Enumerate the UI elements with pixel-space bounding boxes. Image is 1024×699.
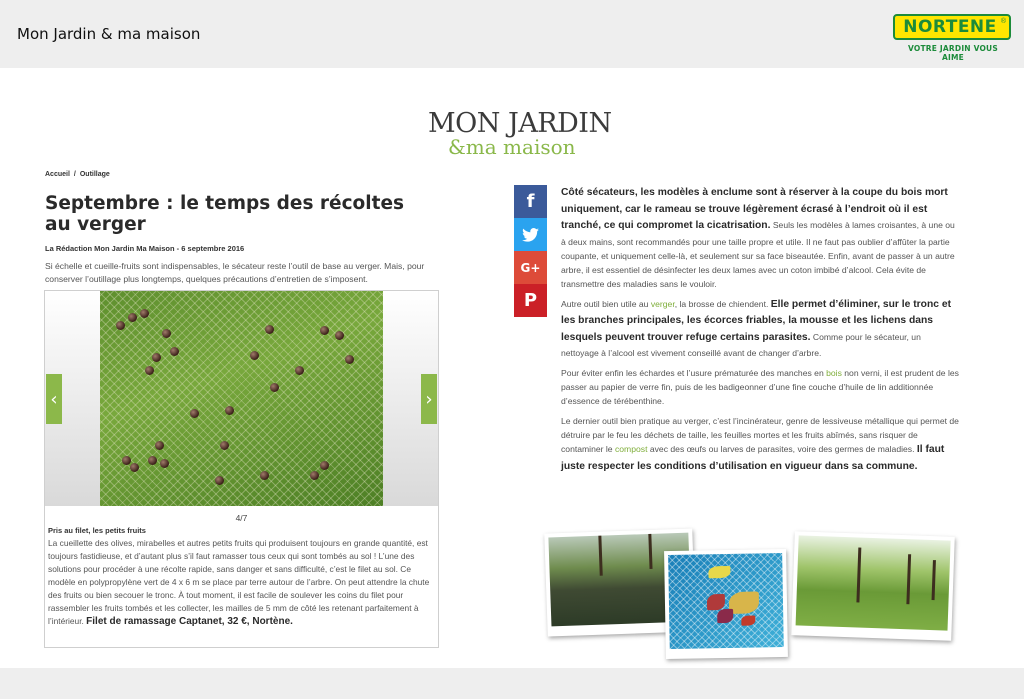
magazine-logo-line1: MON JARDIN (428, 108, 612, 139)
body-paragraph (561, 185, 959, 291)
slide-photo-fruit-net (100, 291, 383, 506)
registered-mark: ® (1000, 18, 1006, 25)
body-p2-b: , la brosse de chiendent. (674, 298, 771, 309)
chevron-left-icon: ‹ (50, 388, 58, 410)
slider-prev-button[interactable] (46, 374, 62, 424)
slide-caption-highlight: Filet de ramassage Captanet, 32 €, Nortène. (86, 616, 293, 627)
photo-leaves-on-net (664, 549, 788, 659)
body-paragraph (561, 414, 959, 475)
magazine-logo (428, 108, 628, 160)
nortene-logo (893, 14, 1011, 62)
bottom-bar (0, 668, 1024, 699)
body-p1-text: Seuls les modèles à lames croisantes, à une ou à deux mains, sont recommandés pour une taille propre et utile. Il ne faut pas oublier d’affûter la partie coupante, et uniquement celle-là, et seulement sur sa face biseautée. Enfin, avant de passer à un autre arbre, il est essentiel de désinfecter les deux lames avec un coton imbibé d’alcool. Cela évite de transmettre des maladies sans le vouloir. (561, 220, 955, 289)
nortene-tagline: VOTRE JARDIN VOUS AIME (908, 44, 998, 62)
googleplus-share-button[interactable] (514, 251, 547, 284)
body-p4-a: Le dernier outil bien pratique au verger, c’est l’incinérateur, genre de lessiveuse métallique qui permet de détruire par le feu les déchets de taille, les feuilles mortes et les fruits abîmés, sans risquer de contaminer le (561, 416, 959, 454)
slide-caption (48, 537, 434, 628)
slide-caption-title: Pris au filet, les petits fruits (48, 526, 146, 535)
facebook-icon: f (526, 191, 535, 212)
googleplus-icon: G+ (520, 260, 541, 275)
body-p2-a: Autre outil bien utile au (561, 298, 651, 309)
slider-next-button[interactable] (421, 374, 437, 424)
nortene-wordmark: NORTENE (903, 17, 997, 37)
link-bois[interactable]: bois (826, 368, 842, 378)
image-slider (44, 290, 439, 648)
facebook-share-button[interactable] (514, 185, 547, 218)
article-title: Septembre : le temps des récoltes au verger (45, 193, 404, 235)
body-p3-b: non verni, il est prudent de les passer au papier de verre fin, puis de les badigeonner d’une fine couche d’huile de lin additionnée d’essence de térébenthine. (561, 368, 959, 406)
nortene-logo-box (893, 14, 1011, 40)
link-verger[interactable]: verger (650, 298, 675, 309)
breadcrumb-home[interactable]: Accueil (45, 171, 70, 178)
share-bar (514, 185, 547, 317)
body-p4-b: avec des œufs ou larves de parasites, voire des germes de maladies. (647, 444, 917, 454)
body-p2-bold: Elle permet d’éliminer, sur le tronc et les branches principales, les écorces friables, la mousse et les lichens dans lesquels peuvent trouver refuge certains parasites. (561, 298, 952, 343)
breadcrumb-category[interactable]: Outillage (79, 171, 110, 178)
photo-orchard-trees (791, 531, 955, 641)
article-intro: Si échelle et cueille-fruits sont indispensables, le sécateur reste l’outil de base au verger. Mais, pour conserver l’outillage plus longtemps, quelques précautions d’entretien de s’imposent. (45, 261, 425, 284)
twitter-share-button[interactable] (514, 218, 547, 251)
magazine-logo-line2: &ma maison (448, 135, 576, 159)
top-bar (0, 0, 1024, 68)
body-p3-a: Pour éviter enfin les échardes et l’usure prématurée des manches en (561, 368, 827, 378)
slide-counter: 4/7 (235, 513, 248, 523)
article-byline: La Rédaction Mon Jardin Ma Maison - 6 septembre 2016 (45, 244, 245, 253)
body-paragraph (561, 297, 959, 361)
breadcrumb-separator: / (73, 171, 76, 178)
breadcrumb (45, 171, 114, 178)
pinterest-icon: P (523, 290, 538, 311)
article-body (561, 185, 959, 481)
twitter-bird-icon (522, 228, 539, 242)
body-p2-text: Comme pour le sécateur, un nettoyage à l’alcool est vivement conseillé avant de changer d’arbre. (561, 331, 921, 358)
slide-caption-text: La cueillette des olives, mirabelles et autres petits fruits qui produisent toujours en grande quantité, est toujours fastidieuse, et d’autant plus s’il faut ramasser tous ceux qui sont tombés au sol ! L’une des solutions pour procéder à une récolte rapide, sans danger et sans difficulté, c’est le filet au sol. Ce modèle en polypropylène vert de 4 x 6 m se place par terre autour de l’arbre. On peut attendre la chute des fruits ou bien secouer le tronc. À tout moment, il est facile de soulever les coins du filet pour rassembler les fruits tombés et les collecter, les mailles de 5 mm de côté les retenant parfaitement à l’intérieur. (48, 538, 430, 626)
body-paragraph (561, 366, 959, 408)
pinterest-share-button[interactable] (514, 284, 547, 317)
link-compost[interactable]: compost (614, 444, 648, 454)
page-header-title: Mon Jardin & ma maison (17, 25, 201, 43)
body-p1-bold: Côté sécateurs, les modèles à enclume sont à réserver à la coupe du bois mort uniquement, car le rameau se trouve légèrement écrasé à l’endroit où il est tranché, ce qui compromet la cicatrisation. (561, 187, 948, 231)
chevron-right-icon: › (425, 388, 433, 410)
body-p4-bold: Il faut juste respecter les conditions d’utilisation en vigueur dans sa commune. (561, 444, 945, 472)
